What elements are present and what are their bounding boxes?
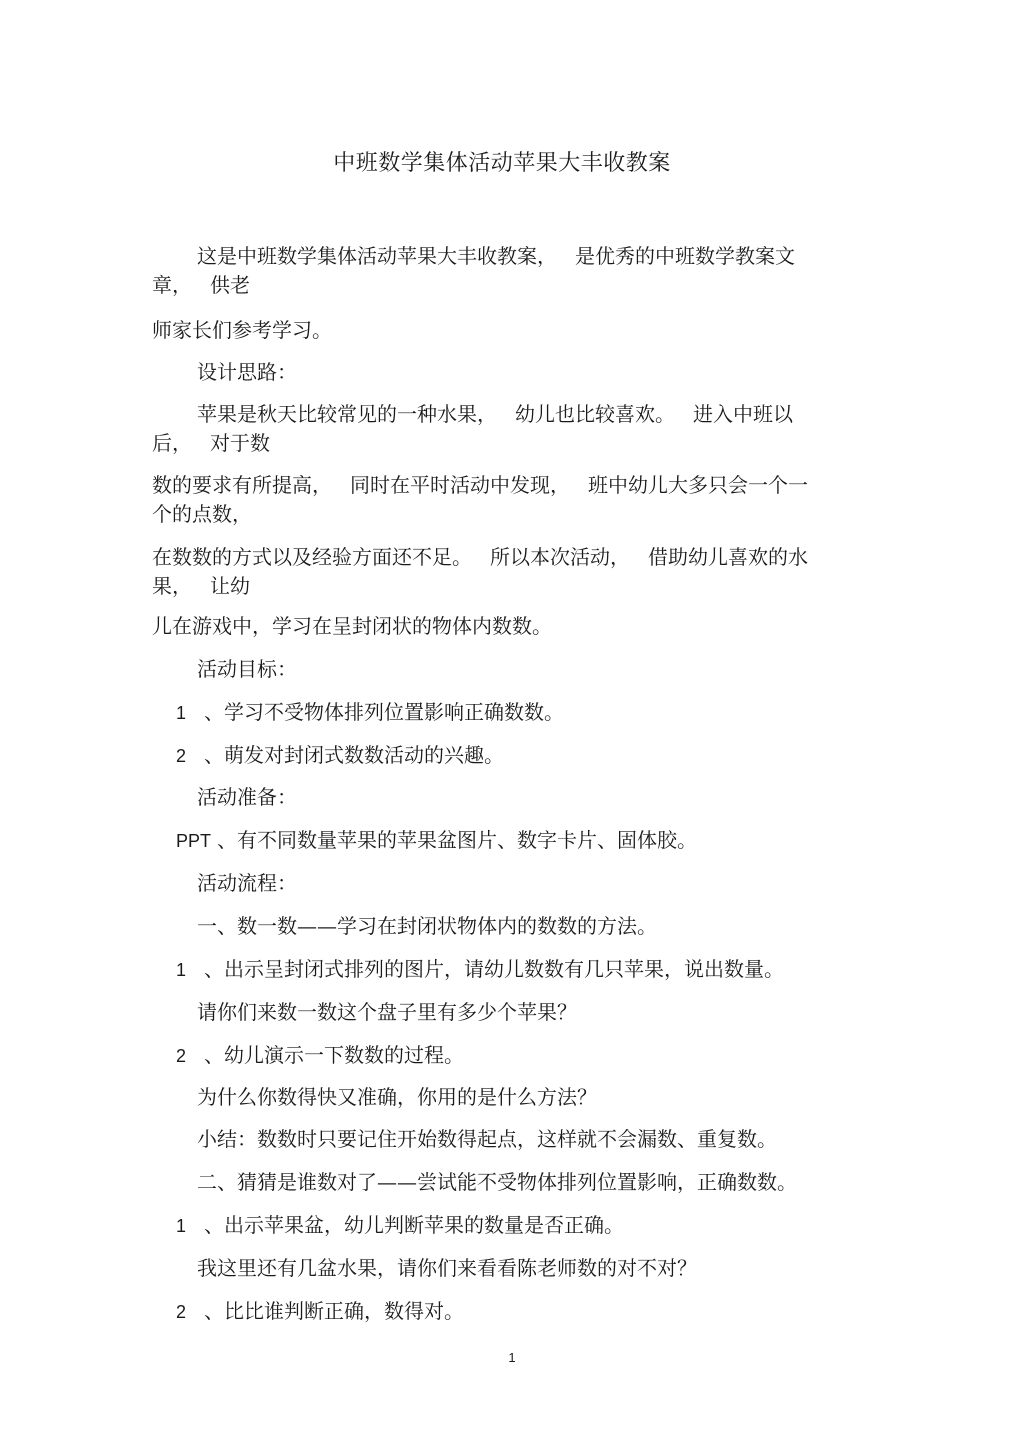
list-number: 2 <box>176 746 187 766</box>
list-number: 2 <box>176 1302 187 1322</box>
paragraph-line: 为什么你数得快又准确，你用的是什么方法？ <box>197 1085 597 1109</box>
paragraph-line: 我这里还有几盆水果，请你们来看看陈老师数的对不对？ <box>197 1256 697 1280</box>
intro-text: 这是中班数学集体活动苹果大丰收教案， <box>197 244 557 268</box>
list-item <box>176 742 504 769</box>
text: 让幼 <box>210 574 250 598</box>
section-heading: 活动目标： <box>197 657 297 681</box>
text: 班中幼儿大多只会一个一 <box>588 473 808 497</box>
list-item <box>176 1212 624 1239</box>
intro-text: 供老 <box>210 273 250 297</box>
text: 、有不同数量苹果的苹果盆图片、数字卡片、固体胶。 <box>217 828 698 852</box>
list-item <box>176 956 784 983</box>
page-number: 1 <box>508 1350 516 1365</box>
list-text: 、学习不受物体排列位置影响正确数数。 <box>204 700 565 724</box>
text: 数的要求有所提高， <box>152 473 332 497</box>
list-number: 2 <box>176 1046 187 1066</box>
list-item <box>176 699 564 726</box>
paragraph-line: 小结：数数时只要记住开始数得起点，这样就不会漏数、重复数。 <box>197 1127 777 1151</box>
intro-line-1 <box>197 243 795 269</box>
list-number: 1 <box>176 703 187 723</box>
intro-text: 章， <box>152 273 192 297</box>
section-heading: 活动准备： <box>197 785 297 809</box>
list-text: 、出示苹果盆，幼儿判断苹果的数量是否正确。 <box>204 1213 625 1237</box>
paragraph-line: 儿在游戏中，学习在呈封闭状的物体内数数。 <box>152 614 552 638</box>
ppt-label: PPT <box>176 831 212 851</box>
paragraph-line <box>197 401 793 427</box>
text: 苹果是秋天比较常见的一种水果， <box>197 402 497 426</box>
text: 在数数的方式以及经验方面还不足。 <box>152 545 472 569</box>
intro-line-3: 师家长们参考学习。 <box>152 318 332 342</box>
text: 进入中班以 <box>693 402 793 426</box>
intro-line-2 <box>152 272 250 298</box>
paragraph-line: 个的点数， <box>152 502 252 526</box>
list-number: 1 <box>176 960 187 980</box>
list-item <box>176 1298 464 1325</box>
paragraph-line <box>152 430 270 456</box>
text: 借助幼儿喜欢的水 <box>648 545 808 569</box>
list-number: 1 <box>176 1216 187 1236</box>
step-heading: 一、数一数——学习在封闭状物体内的数数的方法。 <box>197 914 657 938</box>
list-text: 、出示呈封闭式排列的图片，请幼儿数数有几只苹果，说出数量。 <box>204 957 785 981</box>
text: 对于数 <box>210 431 270 455</box>
text: 果， <box>152 574 192 598</box>
paragraph-line <box>152 472 808 498</box>
list-text: 、比比谁判断正确，数得对。 <box>204 1299 465 1323</box>
text: 同时在平时活动中发现， <box>350 473 570 497</box>
section-heading: 活动流程： <box>197 871 297 895</box>
document-title: 中班数学集体活动苹果大丰收教案 <box>333 151 671 176</box>
intro-text: 是优秀的中班数学教案文 <box>575 244 795 268</box>
step-heading: 二、猜猜是谁数对了——尝试能不受物体排列位置影响，正确数数。 <box>197 1170 797 1194</box>
text: 幼儿也比较喜欢。 <box>515 402 675 426</box>
text: 后， <box>152 431 192 455</box>
list-text: 、幼儿演示一下数数的过程。 <box>204 1043 465 1067</box>
paragraph-line <box>176 827 697 854</box>
paragraph-line: 请你们来数一数这个盘子里有多少个苹果？ <box>197 1000 577 1024</box>
paragraph-line <box>152 573 250 599</box>
list-text: 、萌发对封闭式数数活动的兴趣。 <box>204 743 505 767</box>
list-item <box>176 1042 464 1069</box>
section-heading: 设计思路： <box>197 360 297 384</box>
paragraph-line <box>152 544 808 570</box>
text: 所以本次活动， <box>490 545 630 569</box>
